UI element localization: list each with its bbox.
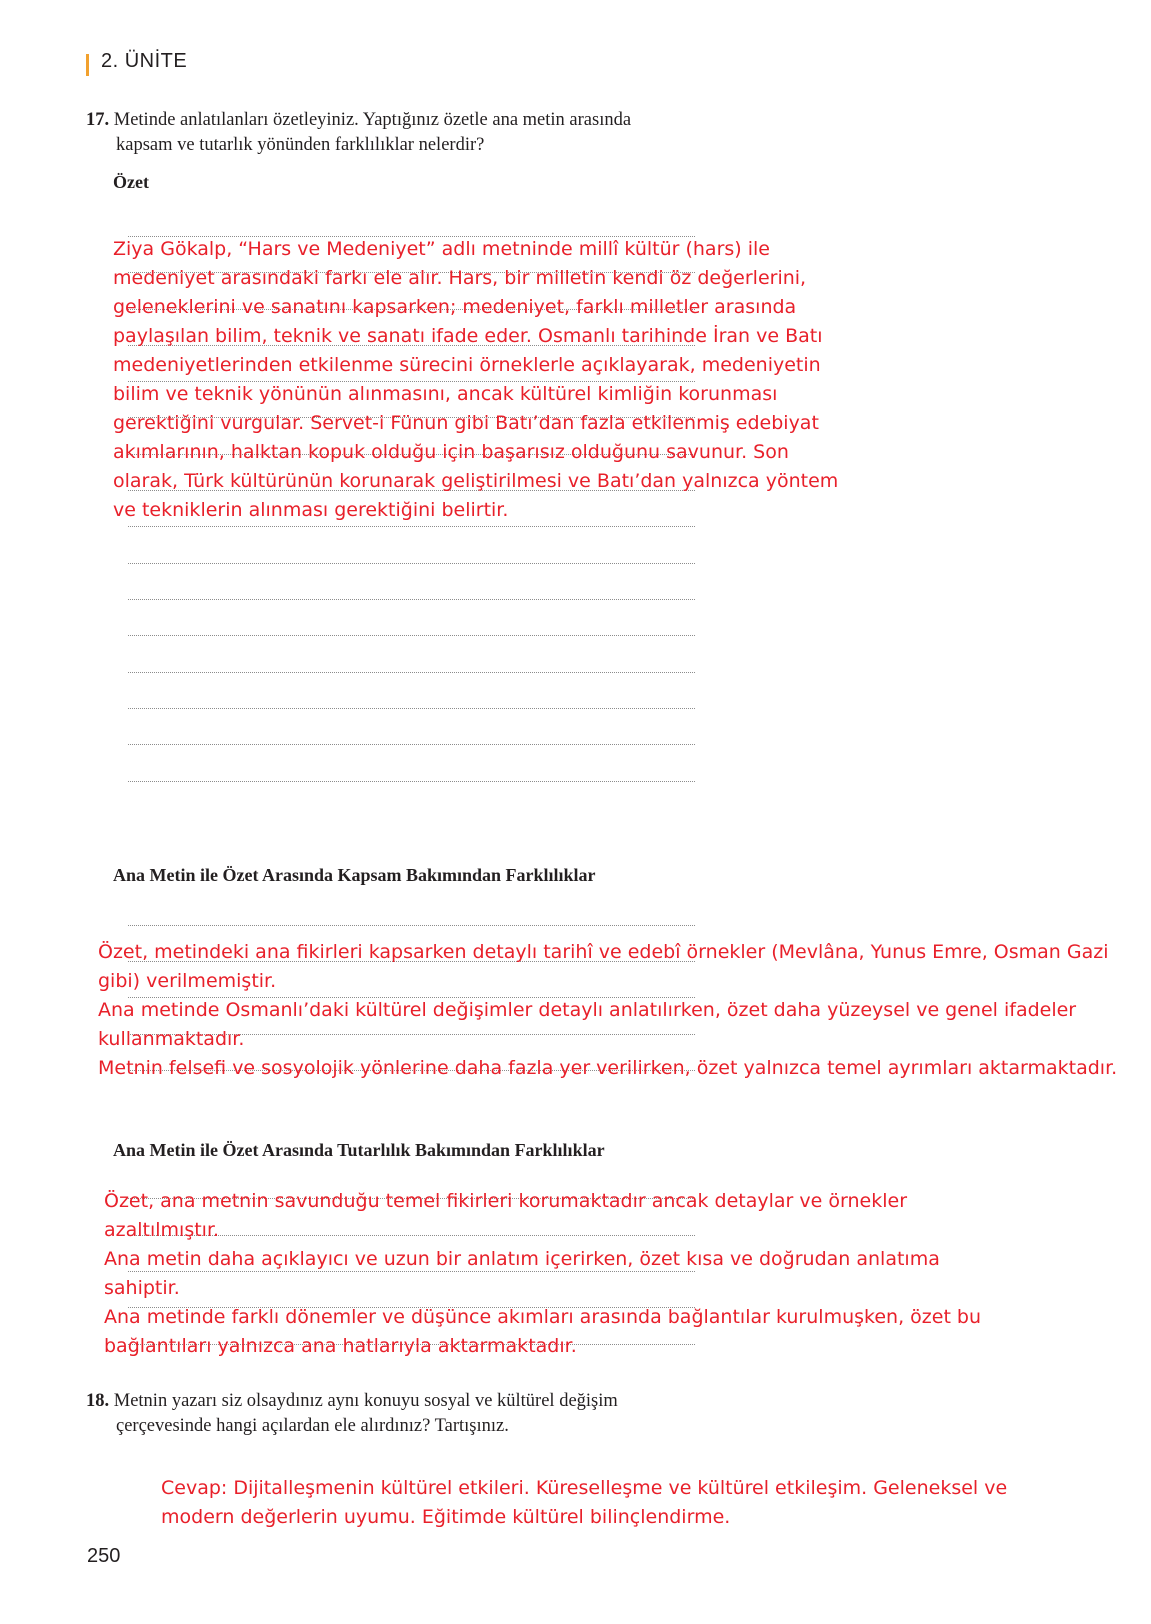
question-18-number: 18.	[86, 1391, 110, 1411]
question-17-text-line2: kapsam ve tutarlık yönünden farklılıklar nelerdir?	[116, 135, 485, 155]
writing-line	[128, 599, 695, 600]
summary-answer-line: ve tekniklerin alınması gerektiğini belirtir.	[113, 499, 509, 521]
consistency-answer	[104, 1187, 981, 1361]
summary-answer-line: medeniyetlerinden etkilenme sürecini örneklerle açıklayarak, medeniyetin	[113, 354, 821, 376]
summary-answer-line: paylaşılan bilim, teknik ve sanatı ifade eder. Osmanlı tarihinde İran ve Batı	[113, 325, 823, 347]
scope-heading: Ana Metin ile Özet Arasında Kapsam Bakımından Farklılıklar	[113, 865, 596, 885]
question-18-answer-line: modern değerlerin uyumu. Eğitimde kültürel bilinçlendirme.	[161, 1506, 731, 1528]
question-18-answer	[161, 1474, 1007, 1532]
summary-answer-line: akımlarının, halktan kopuk olduğu için başarısız olduğunu savunur. Son	[113, 441, 789, 463]
summary-answer-line: olarak, Türk kültürünün korunarak geliştirilmesi ve Batı’dan yalnızca yöntem	[113, 470, 839, 492]
question-18-prompt	[86, 1389, 618, 1414]
consistency-heading: Ana Metin ile Özet Arasında Tutarlılık Bakımından Farklılıklar	[113, 1140, 605, 1160]
scope-answer-line: Metnin felsefi ve sosyolojik yönlerine daha fazla yer verilirken, özet yalnızca temel ayrımları aktarmaktadır.	[98, 1057, 1118, 1079]
writing-line	[128, 744, 695, 745]
unit-title: 2. ÜNİTE	[101, 50, 188, 72]
scope-answer-line: Özet, metindeki ana fikirleri kapsarken detaylı tarihî ve edebî örnekler (Mevlâna, Yunus Emre, Osman Gazi	[98, 941, 1109, 963]
writing-line	[128, 635, 695, 636]
consistency-answer-line: Ana metinde farklı dönemler ve düşünce akımları arasında bağlantılar kurulmuşken, özet bu	[104, 1306, 982, 1328]
summary-answer-line: geleneklerini ve sanatını kapsarken; medeniyet, farklı milletler arasında	[113, 296, 797, 318]
question-18-text-line1: Metnin yazarı siz olsaydınız aynı konuyu sosyal ve kültürel değişim	[113, 1391, 618, 1411]
writing-line	[128, 708, 695, 709]
writing-line	[128, 925, 695, 926]
consistency-answer-line: Ana metin daha açıklayıcı ve uzun bir anlatım içerirken, özet kısa ve doğrudan anlatıma	[104, 1248, 940, 1270]
question-17-text-line1: Metinde anlatılanları özetleyiniz. Yaptığınız özetle ana metin arasında	[113, 110, 632, 130]
summary-answer-line: gerektiğini vurgular. Servet-i Fünun gibi Batı’dan fazla etkilenmiş edebiyat	[113, 412, 819, 434]
question-17-number: 17.	[86, 110, 110, 130]
consistency-answer-line: bağlantıları yalnızca ana hatlarıyla aktarmaktadır.	[104, 1335, 577, 1357]
question-18-answer-line: Cevap: Dijitalleşmenin kültürel etkileri. Küreselleşme ve kültürel etkileşim. Geleneksel ve	[161, 1477, 1008, 1499]
scope-answer-line: kullanmaktadır.	[98, 1028, 245, 1050]
page-number: 250	[87, 1545, 121, 1567]
writing-line	[128, 781, 695, 782]
question-18-text-line2: çerçevesinde hangi açılardan ele alırdınız? Tartışınız.	[116, 1416, 509, 1436]
question-17-prompt	[86, 108, 631, 133]
writing-line	[128, 526, 695, 527]
scope-answer-line: gibi) verilmemiştir.	[98, 970, 277, 992]
summary-answer	[113, 235, 838, 525]
summary-answer-line: medeniyet arasındaki farkı ele alır. Hars, bir milletin kendi öz değerlerini,	[113, 267, 807, 289]
consistency-answer-line: sahiptir.	[104, 1277, 180, 1299]
writing-line	[128, 563, 695, 564]
scope-answer-line: Ana metinde Osmanlı’daki kültürel değişimler detaylı anlatılırken, özet daha yüzeysel ve genel ifadeler	[98, 999, 1077, 1021]
summary-answer-line: bilim ve teknik yönünün alınmasını, ancak kültürel kimliğin korunması	[113, 383, 778, 405]
summary-heading: Özet	[113, 172, 149, 192]
consistency-answer-line: Özet, ana metnin savunduğu temel fikirleri korumaktadır ancak detaylar ve örnekler	[104, 1190, 908, 1212]
consistency-answer-line: azaltılmıştır.	[104, 1219, 220, 1241]
writing-line	[128, 672, 695, 673]
unit-accent-bar	[86, 54, 89, 76]
summary-answer-line: Ziya Gökalp, “Hars ve Medeniyet” adlı metninde millî kültür (hars) ile	[113, 238, 770, 260]
scope-answer	[98, 938, 1117, 1083]
